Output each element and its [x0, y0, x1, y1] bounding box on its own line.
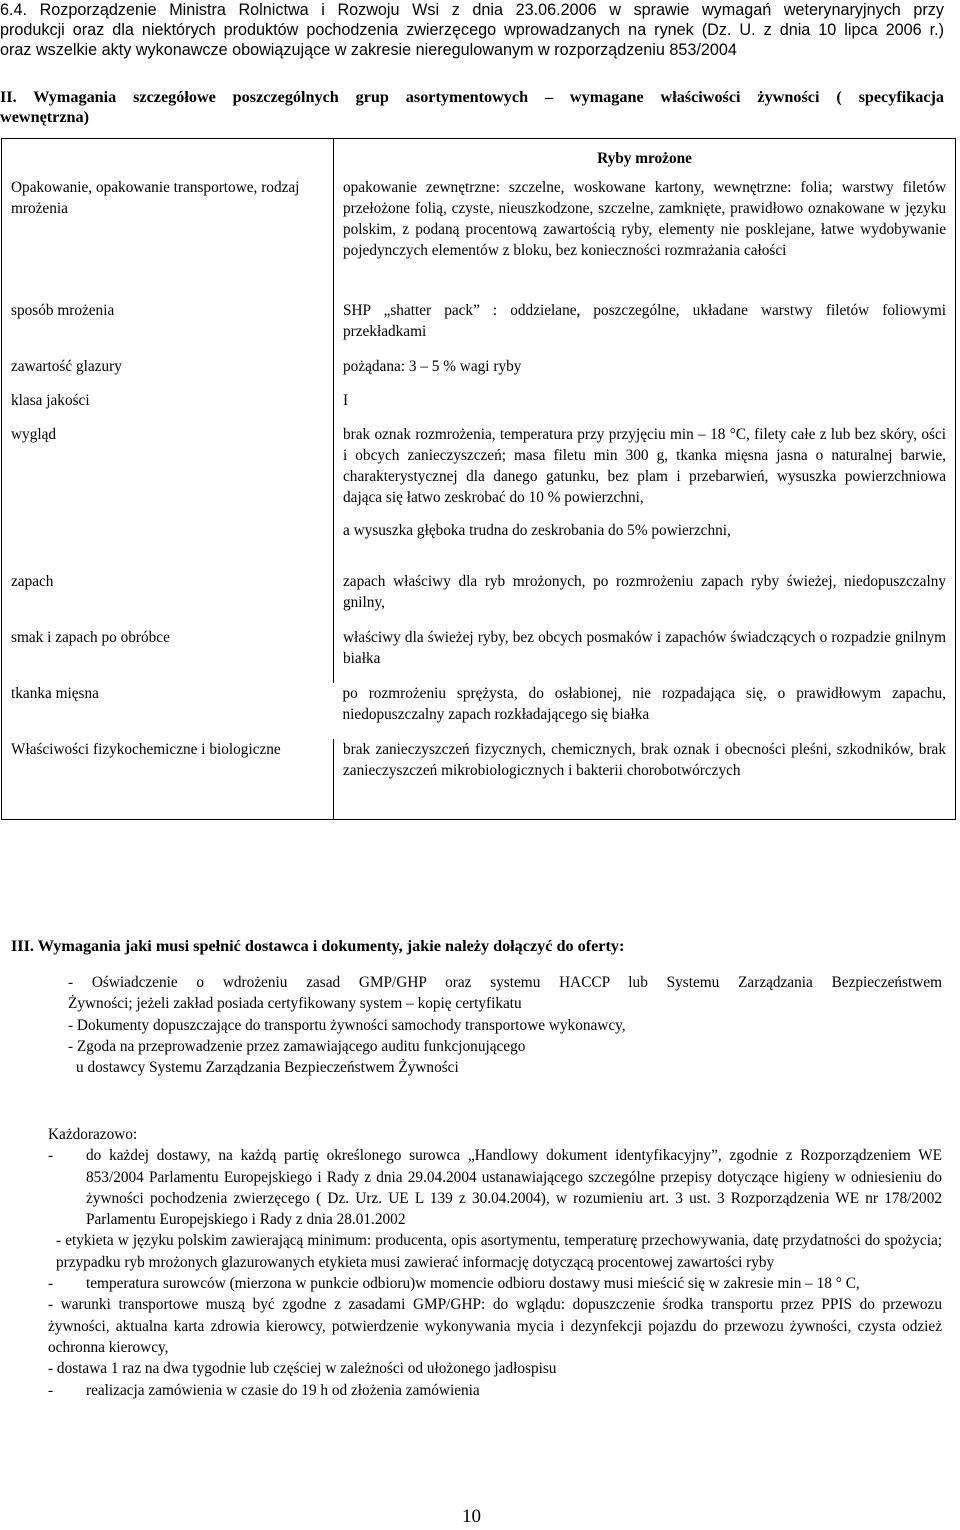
row-value: zapach właściwy dla ryb mrożonych, po rozmrożeniu zapach ryby świeżej, niedopuszczalny gnilny, [343, 572, 946, 611]
row-value: po rozmrożeniu sprężysta, do osłabionej, nie rozpadająca się, o prawidłowym zapachu, niedopuszczalny zapach rozkładającego się białka [342, 684, 946, 723]
row-label: klasa jakości [2, 390, 334, 424]
row-label: zawartość glazury [2, 356, 334, 390]
intro-paragraph [0, 0, 944, 60]
requirement-line: - Zgoda na przeprowadzenie przez zamawiającego auditu funkcjonującego [68, 1037, 526, 1055]
list-item [48, 1145, 942, 1230]
requirement-line: - Dokumenty dopuszczające do transportu żywności samochody transportowe wykonawcy, [68, 1016, 626, 1034]
section-2-heading-line-2: wewnętrzna) [0, 108, 89, 126]
table-header-title: Ryby mrożone [597, 150, 692, 167]
specification-table [1, 138, 956, 820]
section-2-heading-line-1: II. Wymagania szczegółowe poszczególnych grup asortymentowych – wymagane właściwości żywności ( specyfikacja [0, 88, 944, 106]
row-value: opakowanie zewnętrzne: szczelne, woskowane kartony, wewnętrzne: folia; warstwy filetów przełożone folią, czyste, nieuszkodzone, szczelne, zamknięte, prawidłowo oznakowane w języku polskim, z podaną procentową zawartością ryby, elementy nie posklejane, łatwe wydobywanie pojedynczych elementów z bloku, bez konieczności rozmrażania całości [343, 178, 946, 259]
list-dash: - [48, 1147, 54, 1165]
row-label: sposób mrożenia [2, 300, 334, 356]
list-item: - dostawa 1 raz na dwa tygodnie lub częściej w zależności od ułożonego jadłospisu [48, 1360, 557, 1378]
row-label: smak i zapach po obróbce [2, 627, 334, 683]
row-value: brak zanieczyszczeń fizycznych, chemicznych, brak oznak i obecności pleśni, szkodników, brak zanieczyszczeń mikrobiologicznych i bakterii chorobotwórczych [343, 740, 946, 779]
row-label: Właściwości fizykochemiczne i biologiczne [2, 739, 334, 820]
list-item: - etykieta w języku polskim zawierającą minimum: producenta, opis asortymentu, temperaturę przechowywania, datę przydatności do spożycia; przypadku ryb mrożonych glazurowanych etykieta musi zawierać informację dotyczącą procentowej zawartości ryby [56, 1232, 942, 1271]
supplier-requirements [68, 972, 942, 1078]
list-dash: - [48, 1381, 54, 1399]
row-value [334, 424, 956, 571]
section-3-heading: III. Wymagania jaki musi spełnić dostawca i dokumenty, jakie należy dołączyć do oferty: [11, 937, 625, 955]
row-value: SHP „shatter pack” : oddzielane, poszczególne, układane warstwy filetów foliowymi przekładkami [343, 301, 946, 340]
row-label: tkanka mięsna [11, 684, 99, 702]
list-item: - warunki transportowe muszą być zgodne z zasadami GMP/GHP: do wglądu: dopuszczenie środka transportu przez PPIS do przewozu żywności, aktualna karta zdrowia kierowcy, potwierdzenie wykonywania mycia i dezynfekcji pojazdu do przewozu żywności, czysta odzież ochronna kierowcy, [48, 1296, 942, 1356]
row-value-part-2: a wysuszka głęboka trudna do zeskrobania do 5% powierzchni, [343, 521, 731, 539]
requirement-line: Żywności; jeżeli zakład posiada certyfikowany system – kopię certyfikatu [68, 995, 522, 1013]
section-2-heading [0, 87, 944, 127]
each-delivery-section [48, 1124, 942, 1401]
requirement-line: u dostawcy Systemu Zarządzania Bezpieczeństwem Żywności [76, 1059, 459, 1077]
row-label: Opakowanie, opakowanie transportowe, rodzaj mrożenia [2, 177, 334, 300]
list-item [48, 1273, 942, 1294]
row-value-part-1: brak oznak rozmrożenia, temperatura przy przyjęciu min – 18 °C, filety całe z lub bez skóry, ości i obcych zanieczyszczeń; masa filetu min 300 g, tkanka mięsna jasna o naturalnej barwie, charakterystycznej dla danego gatunku, bez plam i przebarwień, wysuszka powierzchniowa dająca się łatwo zeskrobać do 10 % powierzchni, [343, 425, 946, 506]
list-item-text: realizacja zamówienia w czasie do 19 h od złożenia zamówienia [86, 1381, 480, 1399]
list-item [48, 1380, 942, 1401]
row-label: wygląd [2, 424, 334, 571]
row-value: I [343, 391, 349, 409]
row-value: właściwy dla świeżej ryby, bez obcych posmaków i zapachów świadczących o rozpadzie gnilnym białka [343, 628, 946, 667]
requirement-line: - Oświadczenie o wdrożeniu zasad GMP/GHP oraz systemu HACCP lub Systemu Zarządzania Bezpieczeństwem [68, 974, 942, 991]
row-value: pożądana: 3 – 5 % wagi ryby [343, 357, 522, 375]
row-label: zapach [2, 571, 334, 627]
intro-line-2: produkcji oraz dla niektórych produktów pochodzenia zwierzęcego wprowadzanych na rynek (Dz. U. z dnia 10 lipca 2006 r.) [0, 21, 944, 39]
list-item-text: temperatura surowców (mierzona w punkcie odbioru)w momencie odbioru dostawy musi mieścić się w zakresie min – 18 ° C, [86, 1275, 860, 1293]
table-header-empty [2, 139, 334, 177]
each-delivery-title: Każdorazowo: [48, 1126, 138, 1143]
intro-line-3: oraz wszelkie akty wykonawcze obowiązujące w zakresie nieregulowanym w rozporządzeniu 853/2004 [0, 41, 737, 59]
page-number: 10 [462, 1506, 481, 1527]
list-item-text: do każdej dostawy, na każdą partię określonego surowca „Handlowy dokument identyfikacyjny”, zgodnie z Rozporządzeniem WE 853/2004 Parlamentu Europejskiego i Rady z dnia 29.04.2004 ustanawiającego szczególne przepisy dotyczące higieny w odniesieniu do żywności pochodzenia zwierzęcego ( Dz. Urz. UE L 139 z 30.04.2004), w rozumieniu art. 3 ust. 3 Rozporządzenia WE nr 178/2002 Parlamentu Europejskiego i Rady z dnia 28.01.2002 [86, 1147, 942, 1229]
intro-line-1: 6.4. Rozporządzenie Ministra Rolnictwa i Rozwoju Wsi z dnia 23.06.2006 w sprawie wymagań weterynaryjnych przy [0, 1, 944, 19]
list-dash: - [48, 1275, 54, 1293]
